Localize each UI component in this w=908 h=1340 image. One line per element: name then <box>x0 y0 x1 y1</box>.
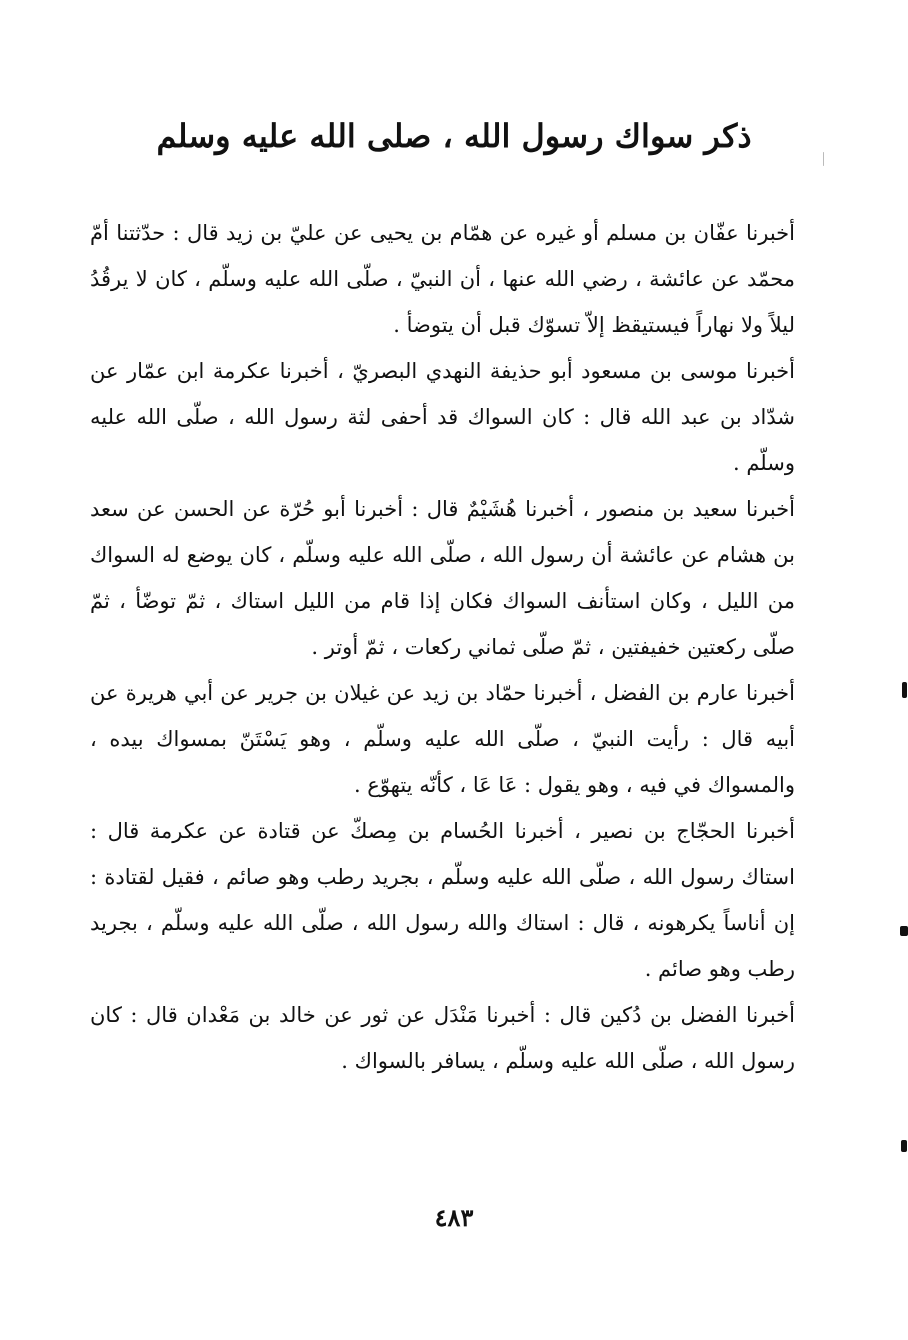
hadith-paragraph-4: أخبرنا عارم بن الفضل ، أخبرنا حمّاد بن زيد عن غيلان بن جرير عن أبي هريرة عن أبيه قال : رأيت النبيّ ، صلّى الله عليه وسلّم ، وهو يَسْتَنّ بمسواك بيده ، والمسواك في فيه ، وهو يقول : عَا عَا ، كأنّه يتهوّع . <box>90 681 795 797</box>
hadith-paragraph-6: أخبرنا الفضل بن دُكين قال : أخبرنا مَنْدَل عن ثور عن خالد بن مَعْدان قال : كان رسول الله ، صلّى الله عليه وسلّم ، يسافر بالسواك . <box>90 1003 795 1073</box>
scan-edge-mark <box>823 152 824 166</box>
hadith-paragraph-5: أخبرنا الحجّاج بن نصير ، أخبرنا الحُسام بن مِصكّ عن قتادة عن عكرمة قال : استاك رسول الله ، صلّى الله عليه وسلّم ، بجريد رطب وهو صائم ، فقيل لقتادة : إن أناساً يكرهونه ، قال : استاك والله رسول الله ، صلّى الله عليه وسلّم ، بجريد رطب وهو صائم . <box>90 819 795 981</box>
hadith-paragraph-3: أخبرنا سعيد بن منصور ، أخبرنا هُشَيْمٌ قال : أخبرنا أبو حُرّة عن الحسن عن سعد بن هشام عن عائشة أن رسول الله ، صلّى الله عليه وسلّم ، كان يوضع له السواك من الليل ، وكان استأنف السواك فكان إذا قام من الليل استاك ، ثمّ توضّأ ، ثمّ صلّى ركعتين خفيفتين ، ثمّ صلّى ثماني ركعات ، ثمّ أوتر . <box>90 497 795 659</box>
scan-edge-mark <box>901 1140 907 1152</box>
chapter-title: ذكر سواك رسول الله ، صلى الله عليه وسلم <box>156 117 752 155</box>
page-number: ٤٨٣ <box>434 1203 474 1232</box>
scan-edge-mark <box>900 926 908 936</box>
hadith-paragraph-1: أخبرنا عفّان بن مسلم أو غيره عن همّام بن يحيى عن عليّ بن زيد قال : حدّثتنا أمّ محمّد عن عائشة ، رضي الله عنها ، أن النبيّ ، صلّى الله عليه وسلّم ، كان لا يرقُدُ ليلاً ولا نهاراً فيستيقظ إلاّ تسوّك قبل أن يتوضأ . <box>90 221 795 337</box>
body-text <box>90 210 795 1084</box>
hadith-paragraph-2: أخبرنا موسى بن مسعود أبو حذيفة النهدي البصريّ ، أخبرنا عكرمة ابن عمّار عن شدّاد بن عبد الله قال : كان السواك قد أحفى لثة رسول الله ، صلّى الله عليه وسلّم . <box>90 359 795 475</box>
scan-edge-mark <box>902 682 907 698</box>
